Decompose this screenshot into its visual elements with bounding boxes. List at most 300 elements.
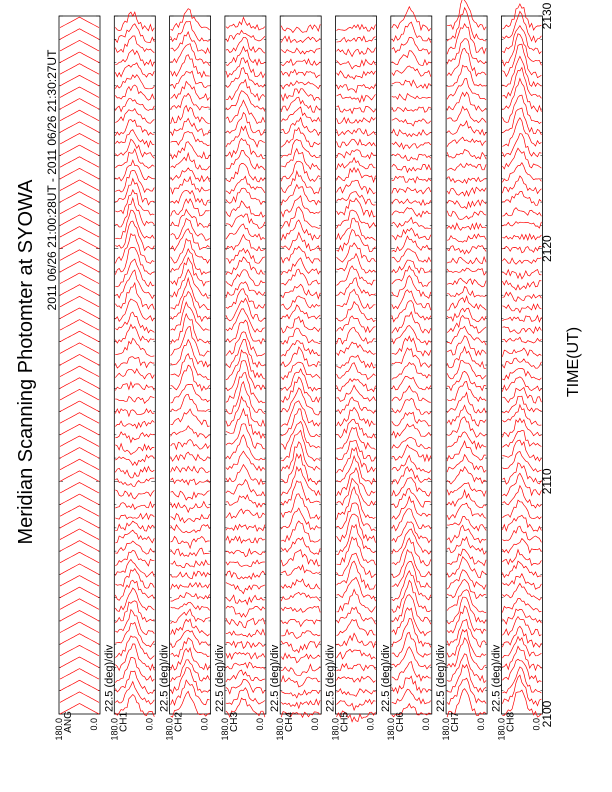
scan-trace [447, 296, 486, 310]
scan-trace [502, 348, 541, 357]
scan-trace [115, 382, 154, 390]
scan-trace [171, 55, 210, 78]
scan-trace [226, 571, 265, 579]
scale-label: 22.5 (deg)/div [379, 644, 392, 712]
scan-trace [115, 541, 154, 554]
x-tick-label: 2120 [540, 235, 554, 263]
y-tick-label-max: 180.0 [219, 718, 230, 741]
scan-trace [226, 670, 265, 682]
scan-trace [226, 495, 265, 507]
scan-trace [171, 9, 210, 31]
scan-trace [392, 142, 431, 149]
scan-trace [60, 436, 99, 446]
scan-trace [502, 473, 541, 496]
scan-trace [392, 456, 431, 473]
scan-trace [60, 110, 99, 121]
scan-trace [115, 513, 154, 519]
scan-trace [171, 426, 210, 438]
trace-group [226, 17, 265, 717]
trace-group [281, 24, 320, 717]
scan-trace [392, 199, 431, 205]
scan-trace [115, 357, 154, 368]
scan-trace [281, 196, 320, 217]
x-tick-label: 2110 [540, 468, 554, 495]
scan-trace [171, 177, 210, 194]
scan-trace [447, 517, 486, 531]
scan-trace [281, 565, 320, 575]
scan-trace [447, 246, 486, 254]
scan-trace [281, 24, 320, 32]
scan-trace [502, 617, 541, 636]
scan-trace [171, 502, 210, 513]
scale-label: 22.5 (deg)/div [490, 644, 503, 712]
scan-trace [392, 301, 431, 322]
scan-trace [171, 229, 210, 251]
scan-trace [60, 459, 99, 470]
scan-trace [392, 187, 431, 194]
scan-trace [115, 396, 154, 403]
scan-trace [60, 285, 99, 296]
scan-trace [392, 529, 431, 554]
scan-trace [60, 296, 99, 306]
scan-trace [115, 36, 154, 53]
y-tick-label-min: 0.0 [420, 718, 431, 731]
scan-trace [447, 78, 486, 100]
scan-trace [447, 405, 486, 426]
scan-trace [337, 649, 376, 659]
y-tick-label-max: 180.0 [164, 718, 175, 741]
scan-trace [337, 36, 376, 42]
scan-trace [281, 97, 320, 112]
scan-trace [115, 299, 154, 321]
scan-trace [226, 100, 265, 123]
scan-trace [337, 59, 376, 69]
y-tick-label-min: 0.0 [254, 718, 265, 731]
scan-trace [171, 327, 210, 357]
scan-trace [226, 58, 265, 78]
scan-trace [337, 106, 376, 114]
scan-trace [226, 560, 265, 566]
scan-trace [392, 618, 431, 647]
scan-trace [115, 85, 154, 100]
y-tick-label-min: 0.0 [310, 718, 321, 731]
scan-trace [281, 70, 320, 78]
scan-trace [392, 376, 431, 390]
scan-trace [171, 199, 210, 216]
scan-trace [60, 168, 99, 179]
scan-trace [171, 525, 210, 533]
scan-trace [115, 455, 154, 465]
scan-trace [281, 579, 320, 589]
scan-trace [337, 71, 376, 79]
scan-trace [502, 440, 541, 461]
scan-trace [281, 641, 320, 653]
scan-trace [502, 292, 541, 301]
scan-trace [115, 421, 154, 429]
scan-trace [337, 218, 376, 240]
scan-trace [171, 452, 210, 461]
scan-trace [337, 94, 376, 102]
y-tick-label-max: 180.0 [330, 718, 341, 741]
scan-trace [392, 362, 431, 379]
scan-trace [502, 4, 541, 30]
scan-trace [281, 630, 320, 639]
scan-trace [60, 622, 99, 633]
scan-trace [502, 515, 541, 531]
scan-trace [60, 599, 99, 610]
scan-trace [115, 623, 154, 647]
scan-trace [60, 645, 99, 655]
scan-trace [392, 522, 431, 543]
scan-trace [171, 536, 210, 548]
scan-trace [392, 467, 431, 485]
time-range-label: 2011 06/26 21:00:28UT - 2011 06/26 21:30:27UT [45, 49, 59, 311]
scan-trace [447, 557, 486, 578]
scan-trace [226, 662, 265, 669]
scan-trace [392, 118, 431, 126]
scan-trace [60, 680, 99, 690]
scan-trace [337, 699, 376, 710]
scan-trace [502, 396, 541, 413]
scan-trace [392, 66, 431, 77]
scan-trace [60, 250, 99, 260]
x-tick-label: 2130 [540, 2, 554, 30]
panel-frame [59, 16, 100, 714]
scan-trace [60, 331, 99, 341]
scan-trace [171, 191, 210, 206]
scan-trace [337, 468, 376, 496]
x-tick-label: 2100 [540, 700, 554, 728]
scan-trace [171, 571, 210, 579]
scan-trace [337, 385, 376, 401]
y-tick-label-min: 0.0 [365, 718, 376, 731]
scan-trace [447, 211, 486, 220]
scan-trace [447, 163, 486, 170]
scan-trace [502, 316, 541, 322]
scan-trace [392, 7, 431, 31]
scan-trace [337, 25, 376, 32]
scan-trace [447, 137, 486, 147]
scan-trace [60, 448, 99, 459]
scan-trace [60, 494, 99, 505]
scan-trace [171, 218, 210, 240]
scan-trace [281, 89, 320, 101]
scan-trace [171, 548, 210, 556]
scan-trace [337, 664, 376, 671]
scan-trace [447, 0, 486, 30]
scan-trace [171, 340, 210, 367]
scan-trace [502, 609, 541, 624]
scan-trace [392, 445, 431, 461]
scan-trace [447, 223, 486, 230]
scan-trace [392, 412, 431, 426]
scan-trace [226, 126, 265, 147]
scan-trace [392, 266, 431, 287]
trace-group [502, 4, 541, 717]
scan-trace [226, 606, 265, 617]
scan-trace [447, 278, 486, 287]
scan-trace [502, 452, 541, 472]
scan-trace [392, 22, 431, 42]
scan-trace [392, 312, 431, 333]
scan-trace [502, 337, 541, 343]
scan-trace [226, 235, 265, 251]
scan-trace [60, 320, 99, 331]
scan-trace [115, 24, 154, 43]
y-tick-label-max: 180.0 [275, 718, 286, 741]
scan-trace [226, 339, 265, 367]
scan-trace [447, 257, 486, 264]
scan-trace [281, 36, 320, 42]
scan-trace [502, 550, 541, 566]
scan-trace [115, 601, 154, 623]
scan-trace [60, 75, 99, 86]
trace-group [115, 12, 154, 717]
scan-trace [281, 347, 320, 367]
scan-trace [226, 595, 265, 604]
scan-trace [60, 634, 99, 645]
scan-trace [447, 483, 486, 497]
scan-trace [281, 107, 320, 122]
scan-trace [60, 343, 99, 354]
y-tick-label-max: 180.0 [496, 718, 507, 741]
scan-trace [337, 48, 376, 57]
panel-label: CH2 [173, 711, 185, 733]
scan-trace [60, 529, 99, 540]
scan-trace [447, 187, 486, 196]
scan-trace [502, 304, 541, 313]
scan-trace [392, 236, 431, 252]
scan-trace [447, 65, 486, 86]
scan-trace [226, 536, 265, 543]
scale-label: 22.5 (deg)/div [213, 644, 226, 712]
scan-trace [337, 316, 376, 333]
panel-ch3 [214, 16, 266, 741]
scan-trace [115, 198, 154, 227]
scan-trace [60, 389, 99, 400]
scan-trace [281, 690, 320, 698]
scan-trace [171, 239, 210, 264]
scan-trace [447, 177, 486, 184]
scan-trace [115, 369, 154, 379]
panel-ch6 [380, 7, 432, 741]
scan-trace [60, 611, 99, 621]
scan-trace [60, 355, 99, 366]
scan-trace [60, 657, 99, 668]
scan-trace [226, 679, 265, 693]
scan-trace [226, 361, 265, 391]
scan-trace [281, 185, 320, 206]
scan-trace [281, 48, 320, 54]
scan-trace [392, 107, 431, 112]
y-tick-label-min: 0.0 [89, 718, 99, 731]
scan-trace [171, 478, 210, 485]
scan-trace [226, 641, 265, 648]
scan-trace [392, 154, 431, 161]
scan-trace [171, 209, 210, 227]
scan-trace [447, 382, 486, 402]
scan-trace [60, 122, 99, 132]
scan-trace [337, 428, 376, 450]
scan-trace [447, 150, 486, 160]
scan-trace [60, 552, 99, 563]
scan-trace [171, 142, 210, 159]
scan-trace [281, 664, 320, 675]
scan-trace [502, 486, 541, 508]
scan-trace [281, 128, 320, 148]
scan-trace [392, 276, 431, 299]
scan-trace [392, 647, 431, 669]
scan-trace [226, 524, 265, 531]
scan-trace [60, 483, 99, 494]
scan-trace [281, 284, 320, 298]
scan-trace [502, 148, 541, 169]
scan-trace [115, 12, 154, 31]
scan-trace [337, 243, 376, 262]
scan-trace [115, 502, 154, 510]
scan-trace [226, 17, 265, 30]
scan-trace [392, 129, 431, 136]
scan-trace [115, 190, 154, 215]
scan-trace [60, 273, 99, 284]
scan-trace [447, 200, 486, 209]
scan-trace [447, 121, 486, 135]
panel-label: CH4 [284, 711, 296, 733]
scan-trace [171, 44, 210, 66]
scan-trace [226, 30, 265, 41]
scan-trace [502, 176, 541, 194]
panel-label: CH1 [118, 711, 130, 733]
scan-trace [171, 593, 210, 602]
scan-trace [60, 262, 99, 272]
scan-trace [60, 203, 99, 214]
scan-trace [502, 270, 541, 279]
scan-trace [281, 521, 320, 542]
scan-trace [60, 692, 99, 703]
scan-trace [171, 668, 210, 694]
scan-trace [226, 68, 265, 88]
trace-group [60, 17, 99, 714]
scan-trace [281, 592, 320, 601]
scan-trace [226, 424, 265, 449]
scan-trace [115, 312, 154, 333]
y-tick-label-max: 180.0 [109, 718, 120, 741]
scan-trace [60, 587, 99, 598]
scan-trace [502, 637, 541, 659]
scan-trace [226, 176, 265, 193]
scan-trace [171, 409, 210, 427]
scan-trace [115, 671, 154, 694]
y-tick-label-min: 0.0 [144, 718, 155, 731]
panel-ch1 [103, 12, 155, 740]
scale-label: 22.5 (deg)/div [103, 644, 116, 712]
scan-trace [392, 336, 431, 356]
scan-trace [447, 39, 486, 64]
scan-trace [502, 280, 541, 290]
scan-trace [115, 521, 154, 531]
scan-trace [392, 497, 431, 520]
scan-trace [337, 620, 376, 636]
scan-trace [337, 129, 376, 136]
scan-trace [392, 208, 431, 218]
scan-trace [60, 669, 99, 680]
scan-trace [392, 80, 431, 88]
scan-trace [447, 361, 486, 380]
scan-trace [502, 191, 541, 205]
panels-group [54, 0, 542, 741]
scan-trace [281, 171, 320, 194]
scan-trace [226, 549, 265, 557]
scan-trace [171, 560, 210, 567]
scan-trace [171, 365, 210, 391]
panel-ch8 [490, 4, 542, 741]
scan-trace [60, 308, 99, 319]
scan-trace [115, 588, 154, 611]
scan-trace [447, 503, 486, 519]
trace-group [392, 7, 431, 717]
panel-label: CH7 [450, 711, 462, 733]
scan-trace [171, 384, 210, 403]
scan-trace [226, 80, 265, 101]
scan-trace [60, 145, 99, 156]
scan-trace [337, 676, 376, 682]
panel-ch7 [435, 0, 487, 741]
scan-trace [60, 378, 99, 389]
scan-trace [447, 48, 486, 76]
scan-trace [60, 506, 99, 516]
scan-trace [337, 84, 376, 93]
scan-trace [337, 230, 376, 252]
scan-trace [60, 87, 99, 97]
chart-title: Meridian Scanning Photomter at SYOWA [15, 179, 37, 545]
scan-trace [226, 618, 265, 628]
scan-trace [60, 576, 99, 586]
scan-trace [337, 689, 376, 697]
scan-trace [392, 398, 431, 414]
scan-trace [115, 444, 154, 455]
trace-group [171, 9, 210, 717]
scan-trace [502, 26, 541, 54]
scan-trace [447, 630, 486, 658]
scan-trace [502, 258, 541, 264]
scan-trace [60, 517, 99, 528]
scan-trace [392, 176, 431, 182]
scan-trace [392, 94, 431, 101]
x-axis-label: TIME(UT) [565, 326, 582, 398]
scan-trace [281, 653, 320, 663]
panel-ch5 [325, 16, 377, 741]
scan-trace [447, 308, 486, 322]
scan-trace [281, 149, 320, 171]
scan-trace [337, 440, 376, 461]
scan-trace [60, 424, 99, 435]
scan-trace [392, 478, 431, 497]
scan-trace [226, 397, 265, 427]
panel-label: CH8 [505, 711, 517, 733]
scan-trace [171, 583, 210, 590]
scan-trace [281, 258, 320, 275]
scan-trace [60, 192, 99, 202]
scan-trace [60, 366, 99, 376]
panel-label: CH5 [339, 711, 351, 733]
scan-trace [502, 598, 541, 612]
scan-trace [60, 29, 99, 40]
scan-trace [281, 676, 320, 687]
scan-trace [171, 491, 210, 500]
scan-trace [502, 327, 541, 334]
scan-trace [226, 652, 265, 659]
scale-label: 22.5 (deg)/div [158, 644, 171, 712]
